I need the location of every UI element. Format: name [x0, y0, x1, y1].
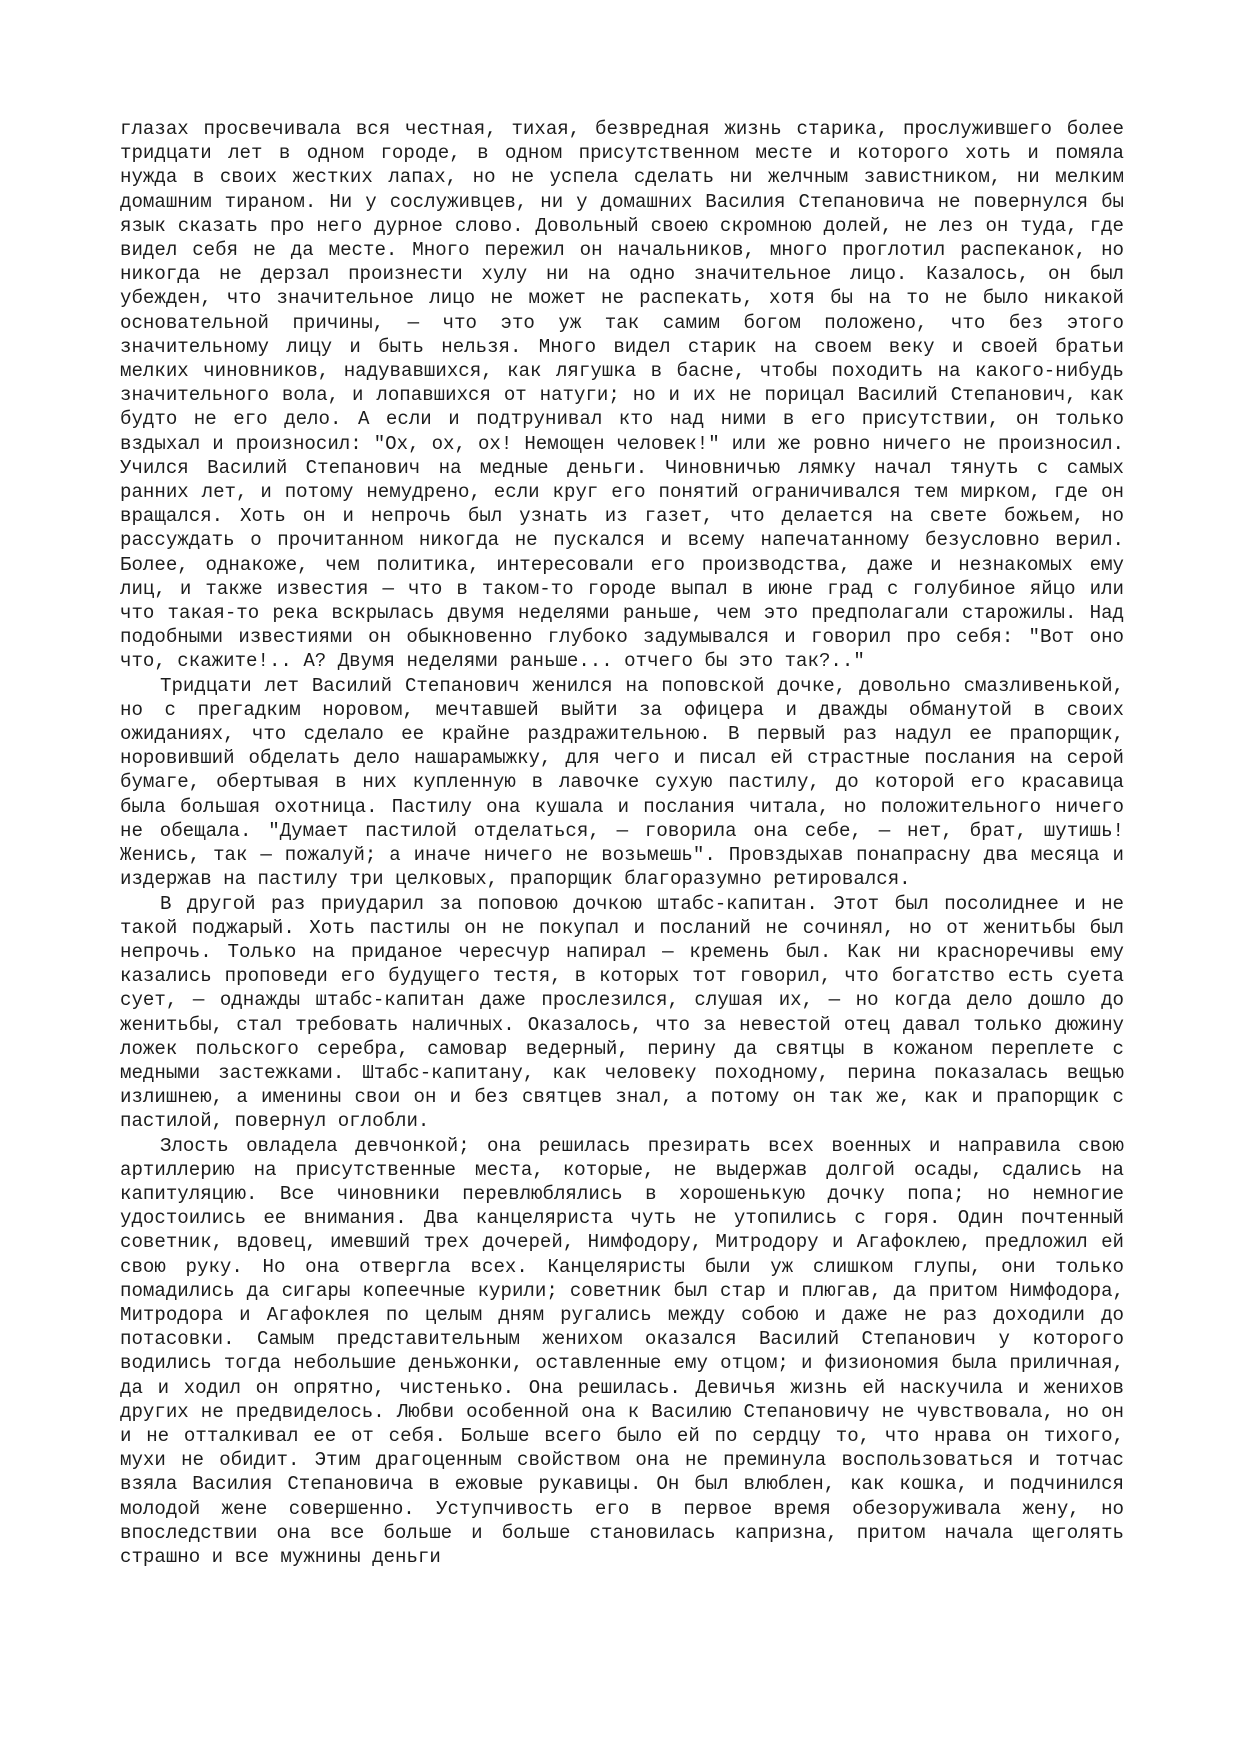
paragraph-3: В другой раз приударил за поповою дочкою штабс-капитан. Этот был посолиднее и не такой поджарый. Хоть пастилы он не покупал и посланий не сочинял, но от женитьбы был непрочь. Только на приданое чересчур напирал — кремень был. Как ни красноречивы ему казались проповеди его будущего тестя, в которых тот говорил, что богатство есть суета сует, — однажды штабс-капитан даже прослезился, слушая их, — но когда дело дошло до женитьбы, стал требовать наличных. Оказалось, что за невестой отец давал только дюжину ложек польского серебра, самовар ведерный, перину да святцы в кожаном переплете с медными застежками. Штабс-капитану, как человеку походному, перина показалась вещью излишнею, а именины свои он и без святцев знал, а потому он так же, как и прапорщик с пастилой, повернул оглобли.	[120, 892, 1124, 1133]
document-page	[120, 117, 1124, 1569]
paragraph-2: Тридцати лет Василий Степанович женился на поповской дочке, довольно смазливенькой, но с прегадким норовом, мечтавшей выйти за офицера и дважды обманутой в своих ожиданиях, что сделало ее крайне раздражительною. В первый раз надул ее прапорщик, норовивший обделать дело нашарамыжку, для чего и писал ей страстные послания на серой бумаге, обертывая в них купленную в лавочке сухую пастилу, до которой его красавица была большая охотница. Пастилу она кушала и послания читала, но положительного ничего не обещала. "Думает пастилой отделаться, — говорила она себе, — нет, брат, шутишь! Женись, так — пожалуй; а иначе ничего не возьмешь". Провздыхав понапрасну два месяца и издержав на пастилу три целковых, прапорщик благоразумно ретировался.	[120, 674, 1124, 891]
paragraph-4: Злость овладела девчонкой; она решилась презирать всех военных и направила свою артиллерию на присутственные места, которые, не выдержав долгой осады, сдались на капитуляцию. Все чиновники перевлюблялись в хорошенькую дочку попа; но немногие удостоились ее внимания. Два канцеляриста чуть не утопились с горя. Один почтенный советник, вдовец, имевший трех дочерей, Нимфодору, Митродору и Агафоклею, предложил ей свою руку. Но она отвергла всех. Канцеляристы были уж слишком глупы, они только помадились да сигары копеечные курили; советник был стар и плюгав, да притом Нимфодора, Митродора и Агафоклея по целым дням ругались между собою и даже не раз доходили до потасовки. Самым представительным женихом оказался Василий Степанович у которого водились тогда небольшие деньжонки, оставленные ему отцом; и физиономия была приличная, да и ходил он опрятно, чистенько. Она решилась. Девичья жизнь ей наскучила и женихов других не предвиделось. Любви особенной она к Василию Степановичу не чувствовала, но он и не отталкивал ее от себя. Больше всего было ей по сердцу то, что нрава он тихого, мухи не обидит. Этим драгоценным свойством она не преминула воспользоваться и тотчас взяла Василия Степановича в ежовые рукавицы. Он был влюблен, как кошка, и подчинился молодой жене совершенно. Уступчивость его в первое время обезоруживала жену, но впоследствии она все больше и больше становилась капризна, притом начала щеголять страшно и все мужнины деньги	[120, 1134, 1124, 1568]
paragraph-1: глазах просвечивала вся честная, тихая, безвредная жизнь старика, прослужившего более тридцати лет в одном городе, в одном присутственном месте и которого хоть и помяла нужда в своих жестких лапах, но не успела сделать ни желчным завистником, ни мелким домашним тираном. Ни у сослуживцев, ни у домашних Василия Степановича не повернулся бы язык сказать про него дурное слово. Довольный своею скромною долей, не лез он туда, где видел себя не да месте. Много пережил он начальников, много проглотил распеканок, но никогда не дерзал произнести хулу ни на одно значительное лицо. Казалось, он был убежден, что значительное лицо не может не распекать, хотя бы на то не было никакой основательной причины, — что это уж так самим богом положено, что без этого значительному лицу и быть нельзя. Много видел старик на своем веку и своей братьи мелких чиновников, надувавшихся, как лягушка в басне, чтобы походить на какого-нибудь значительного вола, и лопавшихся от натуги; но и их не порицал Василий Степанович, как будто не его дело. А если и подтрунивал кто над ними в его присутствии, он только вздыхал и произносил: "Ох, ох, ох! Немощен человек!" или же ровно ничего не произносил. Учился Василий Степанович на медные деньги. Чиновничью лямку начал тянуть с самых ранних лет, и потому немудрено, если круг его понятий ограничивался тем мирком, где он вращался. Хоть он и непрочь был узнать из газет, что делается на свете божьем, но рассуждать о прочитанном никогда не пускался и всему напечатанному безусловно верил. Более, однакоже, чем политика, интересовали его производства, даже и незнакомых ему лиц, и также известия — что в таком-то городе выпал в июне град с голубиное яйцо или что такая-то река вскрылась двумя неделями раньше, чем это предполагали старожилы. Над подобными известиями он обыкновенно глубоко задумывался и говорил про себя: "Вот оно что, скажите!.. А? Двумя неделями раньше... отчего бы это так?.."	[120, 118, 1124, 673]
